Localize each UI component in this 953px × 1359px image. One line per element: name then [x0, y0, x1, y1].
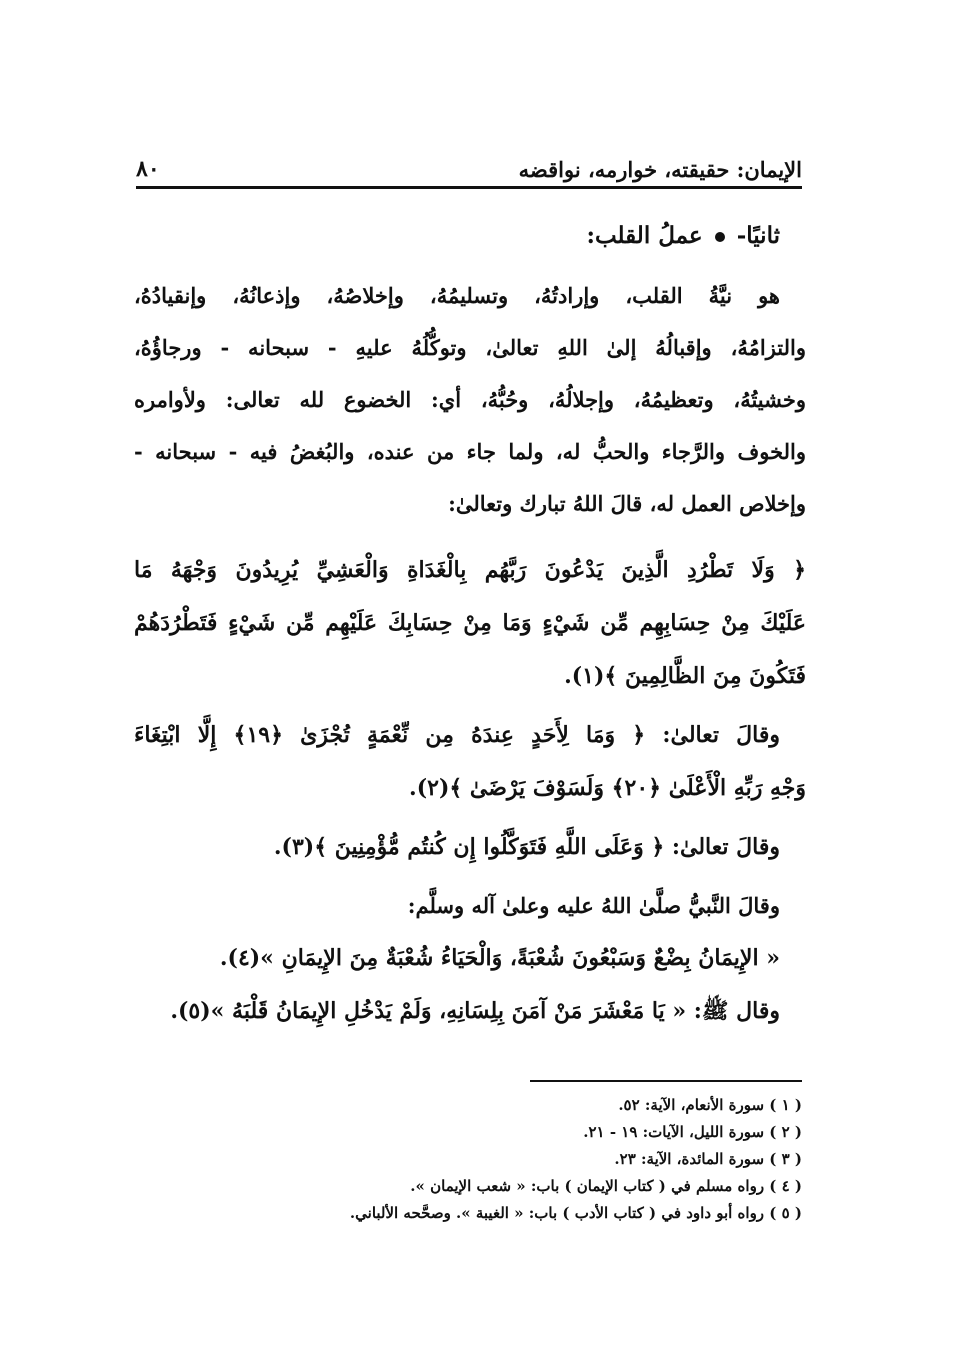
- footnote: ( ٤ ) رواه مسلم في ( كتاب الإيمان ) باب: « شعب الإيمان ».: [410, 1177, 802, 1195]
- hadith-text: وقال ﷺ: « يَا مَعْشَرَ مَنْ آمَنَ بِلِسَانِهِ، وَلَمْ يَدْخُلِ الإِيمَانُ قَلْبَهُ »(٥).: [170, 998, 780, 1024]
- running-title: الإيمان: حقيقته، خوارمه، نواقضه: [518, 157, 802, 182]
- spacer: [134, 530, 806, 544]
- verse-line: وقالَ تعالىٰ: ﴿ وَمَا لِأَحَدٍ عِندَهُ مِن نِّعْمَةٍ تُجْزَىٰ ﴿١٩﴾ إِلَّا ابْتِغَاءَ: [134, 722, 780, 748]
- verse-line: وقالَ تعالىٰ: ﴿ وَعَلَى اللَّهِ فَتَوَكَّلُوا إِن كُنتُم مُّؤْمِنِينَ ﴾(٣).: [273, 834, 780, 860]
- paragraph-line: وخشيتُهُ، وتعظيمُهُ، وإجلالُهُ، وحُبُّهُ، أي: الخضوع لله تعالى: ولأوامره: [134, 387, 806, 412]
- paragraph-line: وإخلاص العمل له، قالَ اللهُ تبارك وتعالىٰ:: [448, 491, 806, 516]
- footnotes: [134, 1092, 802, 1227]
- footnote: ( ٣ ) سورة المائدة، الآية: ٢٣.: [614, 1150, 802, 1168]
- section-heading: [134, 208, 806, 264]
- footnote: ( ١ ) سورة الأنعام، الآية: ٥٢.: [618, 1096, 802, 1114]
- verse-line: فَتَكُونَ مِنَ الظَّالِمِينَ ﴾(١).: [564, 663, 806, 689]
- footnote: ( ٢ ) سورة الليل، الآيات: ١٩ - ٢١.: [583, 1123, 802, 1141]
- verse-line: وَجْهِ رَبِّهِ الْأَعْلَىٰ ﴿٢٠﴾ وَلَسَوْفَ يَرْضَىٰ ﴾(٢).: [409, 775, 806, 801]
- page-header: [136, 150, 802, 189]
- page-number: ٨٠: [136, 156, 160, 182]
- paragraph-line: والتزامُهُ، وإقبالُهُ إلىٰ اللهِ تعالىٰ، وتوكُّلُهُ عليهِ - سبحانه - ورجاؤُهُ،: [134, 335, 806, 360]
- hadith-intro: وقالَ النَّبيُّ صلَّىٰ اللهُ عليه وعلىٰ آله وسلَّم:: [407, 893, 780, 918]
- heading-prefix: ثانيًا-: [736, 222, 780, 249]
- hadith-text: « الإِيمَانُ بِضْعٌ وَسَبْعُونَ شُعْبَةً، وَالْحَيَاءُ شُعْبَةٌ مِنَ الإِيمَانِ »(٤).: [219, 945, 780, 971]
- paragraph-line: والخوف والرَّجاء والحبُّ له، ولما جاء من عنده، والبُغضُ فيه - سبحانه -: [134, 439, 806, 464]
- paragraph-line: هو نيَّةُ القلب، وإرادتُهُ، وتسليمُهُ، وإخلاصُهُ، وإذعانُهُ، وإنقيادُهُ،: [134, 283, 780, 308]
- heading-title: عملُ القلب:: [586, 222, 703, 249]
- bullet-icon: [715, 232, 725, 242]
- verse-line: عَلَيْكَ مِنْ حِسَابِهِم مِّن شَيْءٍ وَمَا مِنْ حِسَابِكَ عَلَيْهِم مِّن شَيْءٍ فَتَطْرُدَهُمْ: [134, 610, 806, 636]
- footnote: ( ٥ ) رواه أبو داود في ( كتاب الأدب ) باب: « الغيبة ». وصحَّحه الألباني.: [349, 1204, 802, 1222]
- footnote-divider: [530, 1080, 802, 1082]
- main-text: [134, 208, 806, 1038]
- verse-line: ﴿ وَلَا تَطْرُدِ الَّذِينَ يَدْعُونَ رَبَّهُم بِالْغَدَاةِ وَالْعَشِيِّ يُرِيدُونَ وَجْهَهُ مَا: [134, 557, 806, 583]
